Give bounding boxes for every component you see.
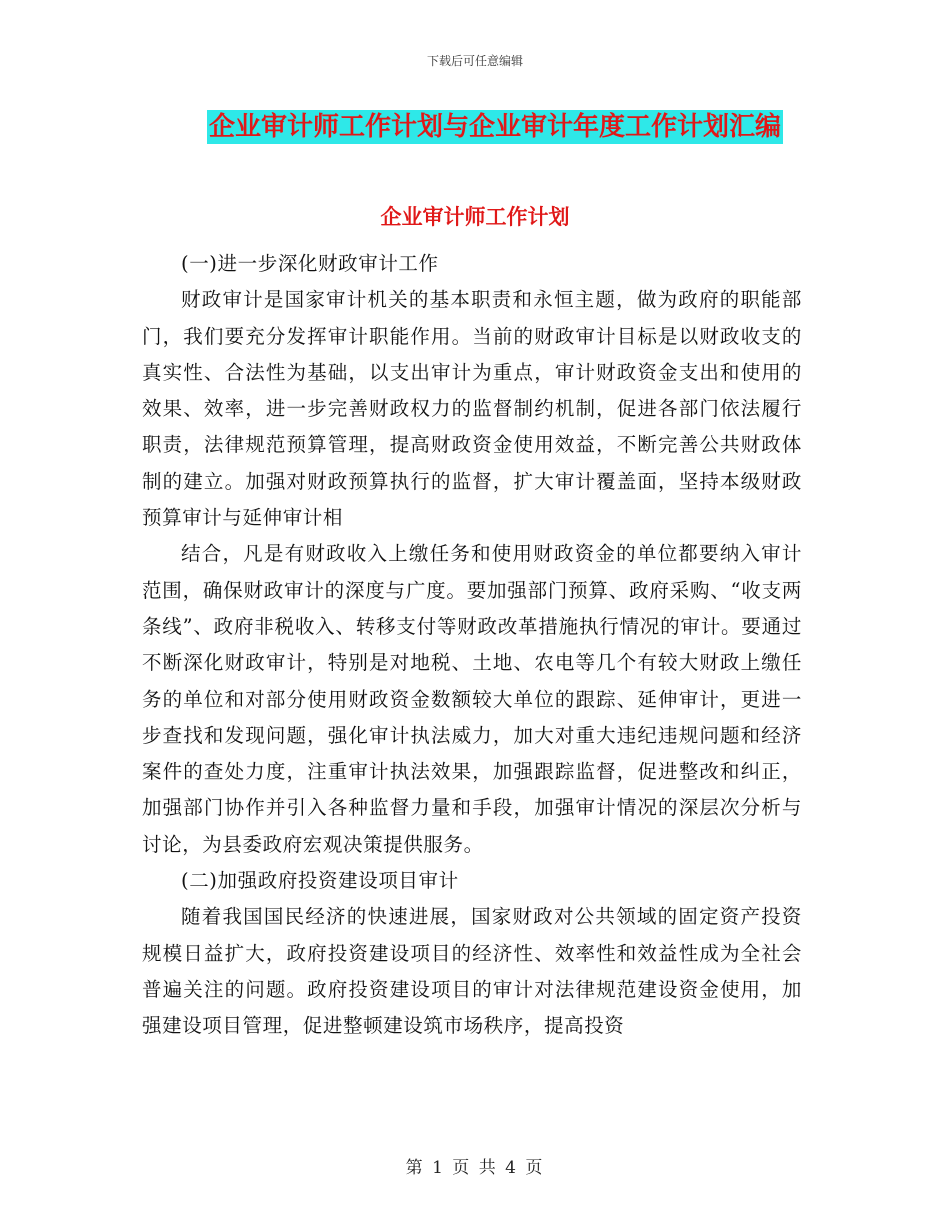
- paragraph: 随着我国国民经济的快速进展，国家财政对公共领域的固定资产投资规模日益扩大，政府投资建设项目的经济性、效率性和效益性成为全社会普遍关注的问题。政府投资建设项目的审计对法律规范建设资金使用，加强建设项目管理，促进整顿建设筑市场秩序，提高投资: [142, 905, 802, 1038]
- document-title: 企业审计师工作计划与企业审计年度工作计划汇编: [209, 112, 782, 142]
- page-footer: 第 1 页 共 4 页: [405, 1158, 545, 1178]
- body-text: [142, 246, 802, 1045]
- paragraph: 结合，凡是有财政收入上缴任务和使用财政资金的单位都要纳入审计范围，确保财政审计的深度与广度。要加强部门预算、政府采购、“收支两条线”、政府非税收入、转移支付等财政改革措施执行情况的审计。要通过不断深化财政审计，特别是对地税、土地、农电等几个有较大财政上缴任务的单位和对部分使用财政资金数额较大单位的跟踪、延伸审计，更进一步查找和发现问题，强化审计执法威力，加大对重大违纪违规问题和经济案件的查处力度，注重审计执法效果，加强跟踪监督，促进整改和纠正，加强部门协作并引入各种监督力量和手段，加强审计情况的深层次分析与讨论，为县委政府宏观决策提供服务。: [142, 542, 802, 856]
- section-title: 企业审计师工作计划: [380, 205, 570, 229]
- paragraph: 财政审计是国家审计机关的基本职责和永恒主题，做为政府的职能部门，我们要充分发挥审计职能作用。当前的财政审计目标是以财政收支的真实性、合法性为基础，以支出审计为重点，审计财政资金支出和使用的效果、效率，进一步完善财政权力的监督制约机制，促进各部门依法履行职责，法律规范预算管理，提高财政资金使用效益，不断完善公共财政体制的建立。加强对财政预算执行的监督，扩大审计覆盖面，坚持本级财政预算审计与延伸审计相: [142, 288, 802, 530]
- paragraph: (二)加强政府投资建设项目审计: [181, 869, 459, 893]
- header-note: 下载后可任意编辑: [426, 54, 523, 68]
- paragraph: (一)进一步深化财政审计工作: [181, 252, 439, 275]
